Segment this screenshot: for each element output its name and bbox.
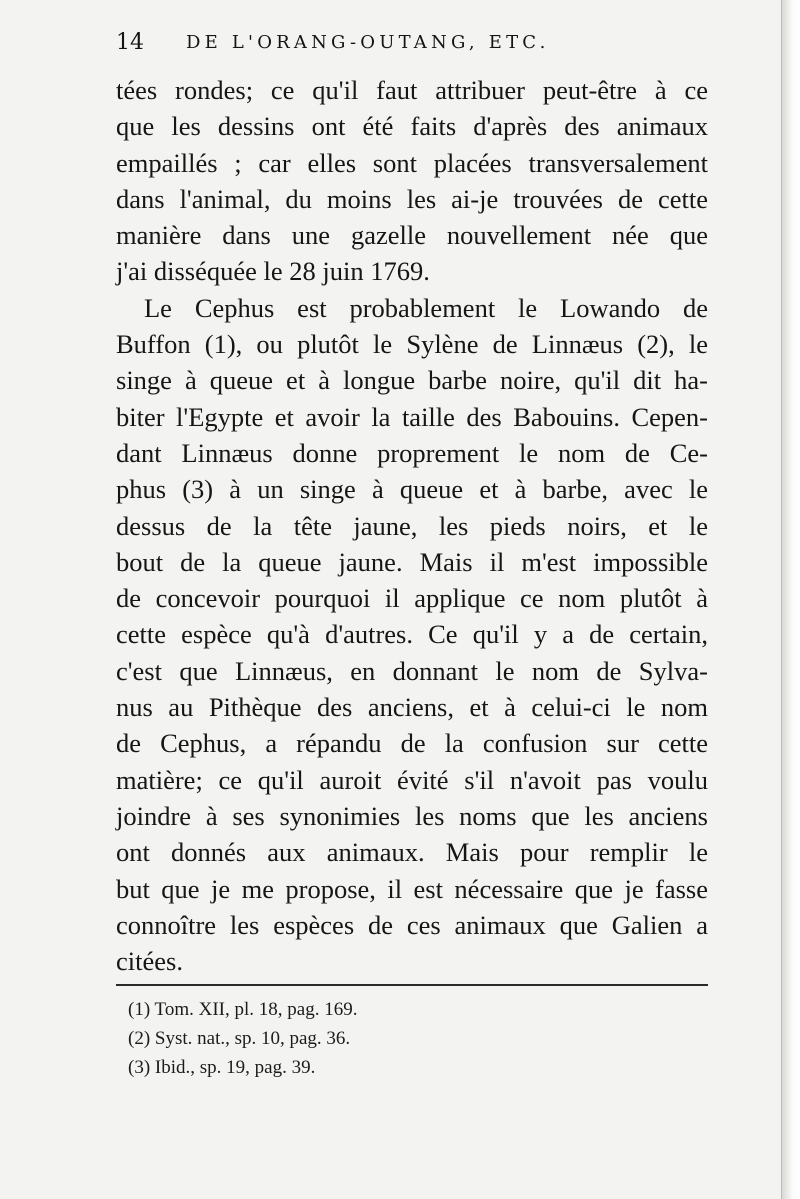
body-text xyxy=(116,72,708,979)
text-line: dans l'animal, du moins les ai-je trouvées de cette xyxy=(116,183,708,214)
text-line: Buffon (1), ou plutôt le Sylène de Linnæus (2), le xyxy=(116,329,708,360)
running-head: DE L'ORANG-OUTANG, ETC. xyxy=(186,32,550,53)
text-line: Le Cephus est probablement le Lowando de xyxy=(144,292,708,323)
text-line: empaillés ; car elles sont placées transversalement xyxy=(116,147,708,178)
text-line: biter l'Egypte et avoir la taille des Babouins. Cepen- xyxy=(116,401,708,432)
text-line: cette espèce qu'à d'autres. Ce qu'il y a de certain, xyxy=(116,619,708,650)
text-line: joindre à ses synonimies les noms que les anciens xyxy=(116,800,708,831)
text-line: ont donnés aux animaux. Mais pour remplir le xyxy=(116,837,708,868)
text-line: que les dessins ont été faits d'après des animaux xyxy=(116,111,708,142)
text-line: connoître les espèces de ces animaux que Galien a xyxy=(116,909,708,940)
text-line: j'ai disséquée le 28 juin 1769. xyxy=(116,256,430,287)
text-line: phus (3) à un singe à queue et à barbe, avec le xyxy=(116,474,708,505)
footnote: (3) Ibid., sp. 19, pag. 39. xyxy=(128,1057,316,1078)
footnote: (1) Tom. XII, pl. 18, pag. 169. xyxy=(128,999,358,1020)
text-line: matière; ce qu'il auroit évité s'il n'avoit pas voulu xyxy=(116,764,708,795)
page-number: 14 xyxy=(116,30,144,55)
text-line: nus au Pithèque des anciens, et à celui-ci le nom xyxy=(116,692,708,723)
text-line: citées. xyxy=(116,946,183,977)
text-line: dant Linnæus donne proprement le nom de Ce- xyxy=(116,437,708,468)
text-line: c'est que Linnæus, en donnant le nom de Sylva- xyxy=(116,655,708,686)
text-line: dessus de la tête jaune, les pieds noirs, et le xyxy=(116,510,708,541)
text-line: singe à queue et à longue barbe noire, qu'il dit ha- xyxy=(116,365,708,396)
footnote: (2) Syst. nat., sp. 10, pag. 36. xyxy=(128,1028,351,1049)
page-edge xyxy=(781,0,800,1199)
page-header xyxy=(116,30,706,64)
text-line: manière dans une gazelle nouvellement née que xyxy=(116,220,708,251)
text-line: bout de la queue jaune. Mais il m'est impossible xyxy=(116,546,708,577)
text-line: de concevoir pourquoi il applique ce nom plutôt à xyxy=(116,583,708,614)
text-line: but que je me propose, il est nécessaire que je fasse xyxy=(116,873,708,904)
text-line: tées rondes; ce qu'il faut attribuer peut-être à ce xyxy=(116,75,708,105)
footnotes xyxy=(128,995,688,1082)
text-line: de Cephus, a répandu de la confusion sur cette xyxy=(116,728,708,759)
footnote-rule xyxy=(116,984,708,986)
